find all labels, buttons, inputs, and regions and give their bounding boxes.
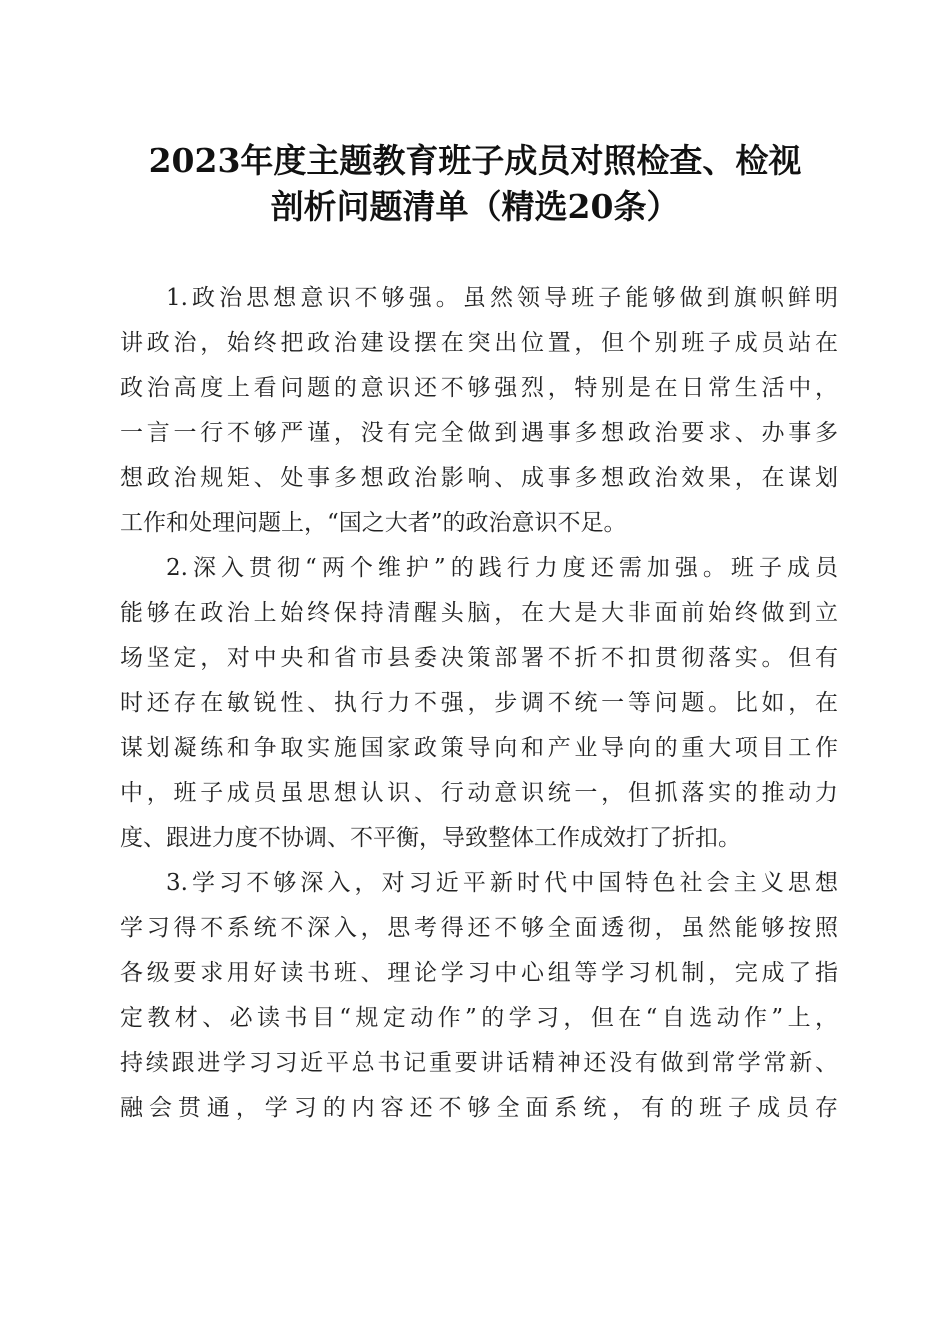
paragraph-line: 2.深入贯彻“两个维护”的践行力度还需加强。班子成员 bbox=[166, 555, 838, 581]
paragraph-2 bbox=[120, 546, 838, 861]
paragraph-line: 定教材、必读书目“规定动作”的学习，但在“自选动作”上， bbox=[120, 1005, 838, 1031]
paragraph-line: 融会贯通，学习的内容还不够全面系统，有的班子成员存 bbox=[120, 1095, 838, 1121]
document-title bbox=[110, 138, 840, 230]
paragraph-line: 场坚定，对中央和省市县委决策部署不折不扣贯彻落实。但有 bbox=[120, 645, 838, 671]
paragraph-line: 中，班子成员虽思想认识、行动意识统一，但抓落实的推动力 bbox=[120, 780, 838, 806]
paragraph-line: 政治高度上看问题的意识还不够强烈，特别是在日常生活中， bbox=[120, 375, 838, 401]
paragraph-line: 想政治规矩、处事多想政治影响、成事多想政治效果，在谋划 bbox=[120, 465, 838, 491]
paragraph-1 bbox=[120, 276, 838, 546]
paragraph-line: 一言一行不够严谨，没有完全做到遇事多想政治要求、办事多 bbox=[120, 420, 838, 446]
paragraph-line: 度、跟进力度不协调、不平衡，导致整体工作成效打了折扣。 bbox=[120, 825, 741, 851]
paragraph-line: 工作和处理问题上，“国之大者”的政治意识不足。 bbox=[120, 510, 627, 536]
paragraph-line: 时还存在敏锐性、执行力不强，步调不统一等问题。比如，在 bbox=[120, 690, 838, 716]
paragraph-line: 讲政治，始终把政治建设摆在突出位置，但个别班子成员站在 bbox=[120, 330, 838, 356]
title-line-1: 2023年度主题教育班子成员对照检查、检视 bbox=[148, 141, 802, 180]
paragraph-line: 3.学习不够深入，对习近平新时代中国特色社会主义思想 bbox=[166, 870, 838, 896]
title-line-2: 剖析问题清单（精选20条） bbox=[270, 187, 680, 226]
paragraph-line: 学习得不系统不深入，思考得还不够全面透彻，虽然能够按照 bbox=[120, 915, 838, 941]
paragraph-line: 谋划凝练和争取实施国家政策导向和产业导向的重大项目工作 bbox=[120, 735, 838, 761]
paragraph-line: 能够在政治上始终保持清醒头脑，在大是大非面前始终做到立 bbox=[120, 600, 838, 626]
paragraph-3 bbox=[120, 861, 838, 1131]
paragraph-line: 各级要求用好读书班、理论学习中心组等学习机制，完成了指 bbox=[120, 960, 838, 986]
document-body bbox=[120, 276, 838, 1131]
paragraph-line: 1.政治思想意识不够强。虽然领导班子能够做到旗帜鲜明 bbox=[166, 285, 838, 311]
paragraph-line: 持续跟进学习习近平总书记重要讲话精神还没有做到常学常新、 bbox=[120, 1050, 838, 1076]
